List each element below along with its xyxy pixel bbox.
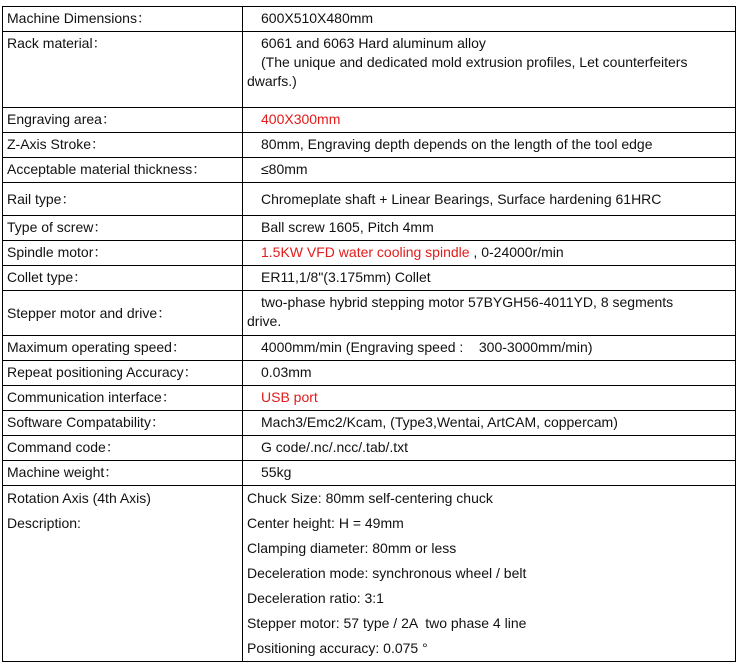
value-machine-weight: 55kg — [243, 461, 736, 486]
label-command-code: Command code： — [3, 436, 243, 461]
rotation-deceleration-ratio: Deceleration ratio: 3:1 — [247, 590, 384, 606]
label-z-axis-stroke: Z-Axis Stroke： — [3, 133, 243, 158]
label-communication-interface: Communication interface： — [3, 386, 243, 411]
value-software-compatability: Mach3/Emc2/Kcam, (Type3,Wentai, ArtCAM, coppercam) — [243, 411, 736, 436]
table-row — [3, 32, 736, 108]
label-repeat-accuracy: Repeat positioning Accuracy： — [3, 361, 243, 386]
rotation-deceleration-mode: Deceleration mode: synchronous wheel / belt — [247, 565, 527, 581]
rotation-chuck-size: Chuck Size: 80mm self-centering chuck — [247, 490, 493, 506]
table-row — [3, 266, 736, 291]
rotation-positioning-accuracy: Positioning accuracy: 0.075 ° — [247, 640, 428, 656]
value-engraving-area: 400X300mm — [243, 108, 736, 133]
value-max-speed: 4000mm/min (Engraving speed : 300-3000mm/min) — [243, 336, 736, 361]
label-rack-material: Rack material： — [3, 32, 243, 108]
value-type-of-screw: Ball screw 1605, Pitch 4mm — [243, 216, 736, 241]
rack-material-line1: 6061 and 6063 Hard aluminum alloy — [261, 35, 486, 51]
table-row — [3, 291, 736, 336]
rotation-axis-description: Description: — [7, 515, 81, 531]
label-software-compatability: Software Compatability： — [3, 411, 243, 436]
value-machine-dimensions: 600X510X480mm — [243, 7, 736, 32]
label-collet-type: Collet type： — [3, 266, 243, 291]
table-row — [3, 108, 736, 133]
value-rotation-axis — [243, 486, 736, 662]
label-machine-dimensions: Machine Dimensions： — [3, 7, 243, 32]
spindle-motor-highlight: 1.5KW VFD water cooling spindle — [261, 244, 470, 260]
table-row — [3, 486, 736, 662]
value-rack-material — [243, 32, 736, 108]
table-row — [3, 133, 736, 158]
stepper-motor-line1: two-phase hybrid stepping motor 57BYGH56-4011YD, 8 segments — [261, 294, 674, 310]
label-max-speed: Maximum operating speed： — [3, 336, 243, 361]
value-stepper-motor — [243, 291, 736, 336]
rack-material-line2: (The unique and dedicated mold extrusion profiles, Let counterfeiters — [261, 54, 688, 70]
table-row — [3, 183, 736, 216]
rotation-center-height: Center height: H = 49mm — [247, 515, 404, 531]
value-collet-type: ER11,1/8"(3.175mm) Collet — [243, 266, 736, 291]
table-row — [3, 386, 736, 411]
label-material-thickness: Acceptable material thickness： — [3, 158, 243, 183]
value-communication-interface: USB port — [243, 386, 736, 411]
label-engraving-area: Engraving area： — [3, 108, 243, 133]
label-machine-weight: Machine weight： — [3, 461, 243, 486]
value-rail-type: Chromeplate shaft + Linear Bearings, Surface hardening 61HRC — [243, 183, 736, 216]
value-command-code: G code/.nc/.ncc/.tab/.txt — [243, 436, 736, 461]
table-row — [3, 411, 736, 436]
table-row — [3, 461, 736, 486]
label-rotation-axis — [3, 486, 243, 662]
table-row — [3, 336, 736, 361]
label-stepper-motor: Stepper motor and drive： — [3, 291, 243, 336]
value-repeat-accuracy: 0.03mm — [243, 361, 736, 386]
rotation-clamping-diameter: Clamping diameter: 80mm or less — [247, 540, 457, 556]
table-row — [3, 216, 736, 241]
label-spindle-motor: Spindle motor： — [3, 241, 243, 266]
label-type-of-screw: Type of screw： — [3, 216, 243, 241]
rotation-axis-title: Rotation Axis (4th Axis) — [7, 490, 151, 506]
spec-table — [2, 6, 736, 662]
table-row — [3, 361, 736, 386]
table-row — [3, 241, 736, 266]
spindle-motor-speed: , 0-24000r/min — [469, 244, 564, 260]
label-rail-type: Rail type： — [3, 183, 243, 216]
rack-material-line3: dwarfs.) — [247, 73, 297, 89]
stepper-motor-line2: drive. — [247, 313, 282, 329]
table-row — [3, 158, 736, 183]
rotation-stepper-motor: Stepper motor: 57 type / 2A two phase 4 line — [247, 615, 527, 631]
value-spindle-motor — [243, 241, 736, 266]
value-material-thickness: ≤80mm — [243, 158, 736, 183]
table-row — [3, 436, 736, 461]
value-z-axis-stroke: 80mm, Engraving depth depends on the length of the tool edge — [243, 133, 736, 158]
table-row — [3, 7, 736, 32]
